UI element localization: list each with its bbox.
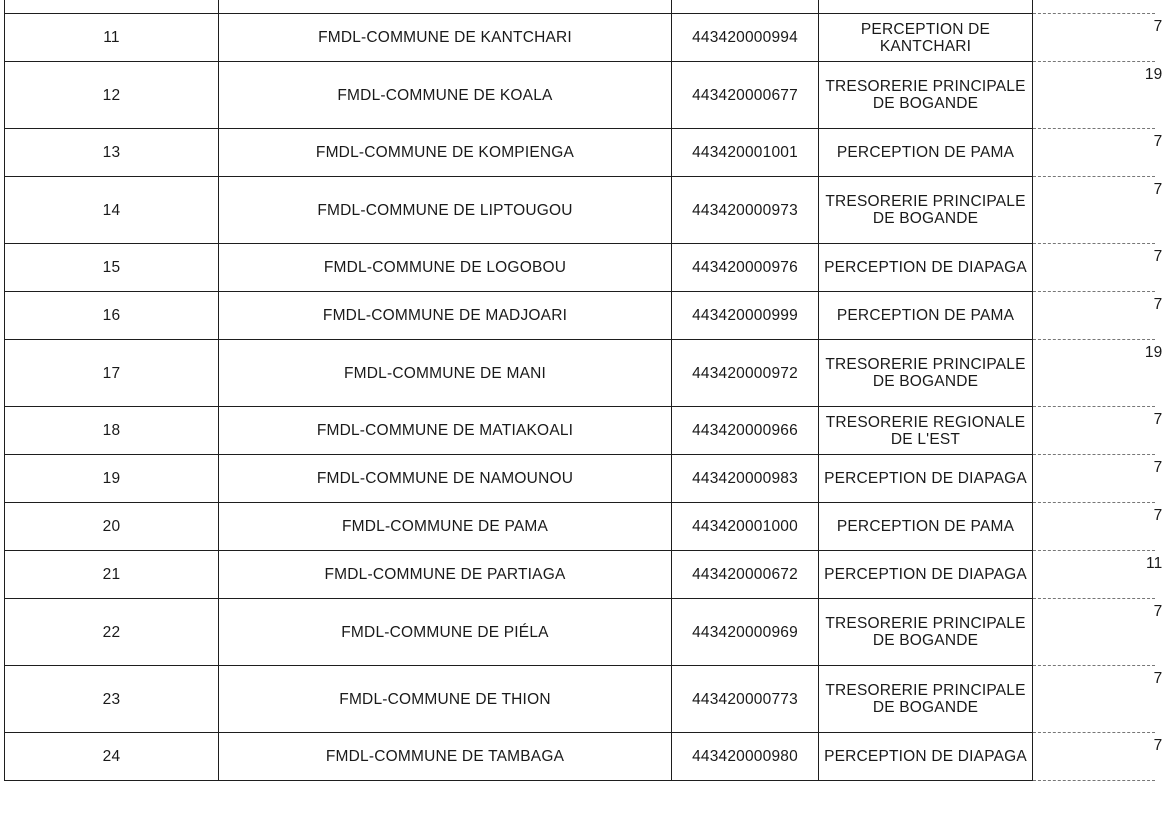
row-number: 21 (5, 551, 219, 599)
row-number: 12 (5, 62, 219, 129)
row-number: 17 (5, 340, 219, 407)
commune-name: FMDL-COMMUNE DE MANI (219, 340, 672, 407)
table-cell (5, 0, 219, 14)
row-value-text: 11 (1146, 555, 1163, 572)
row-value (1033, 62, 1163, 129)
perception-office: TRESORERIE PRINCIPALE DE BOGANDE (819, 599, 1033, 666)
table-cell (672, 0, 819, 14)
commune-name: FMDL-COMMUNE DE TAMBAGA (219, 733, 672, 781)
commune-name: FMDL-COMMUNE DE LOGOBOU (219, 244, 672, 292)
account-number: 443420000999 (672, 292, 819, 340)
row-number: 18 (5, 407, 219, 455)
row-value (1033, 733, 1163, 781)
perception-office: PERCEPTION DE PAMA (819, 292, 1033, 340)
perception-office: PERCEPTION DE DIAPAGA (819, 455, 1033, 503)
commune-name: FMDL-COMMUNE DE PARTIAGA (219, 551, 672, 599)
row-value (1033, 407, 1163, 455)
perception-office: TRESORERIE PRINCIPALE DE BOGANDE (819, 62, 1033, 129)
row-value-text: 7 (1153, 670, 1163, 687)
row-number: 22 (5, 599, 219, 666)
row-value (1033, 551, 1163, 599)
commune-name: FMDL-COMMUNE DE KANTCHARI (219, 14, 672, 62)
perception-office: PERCEPTION DE DIAPAGA (819, 733, 1033, 781)
perception-office: PERCEPTION DE PAMA (819, 129, 1033, 177)
table-cell (1033, 0, 1155, 14)
commune-name: FMDL-COMMUNE DE KOALA (219, 62, 672, 129)
row-value (1033, 599, 1163, 666)
account-number: 443420000972 (672, 340, 819, 407)
account-number: 443420000966 (672, 407, 819, 455)
row-value-text: 7 (1153, 18, 1163, 35)
account-number: 443420000677 (672, 62, 819, 129)
account-number: 443420001001 (672, 129, 819, 177)
commune-name: FMDL-COMMUNE DE PAMA (219, 503, 672, 551)
table-row (5, 14, 1155, 62)
account-number: 443420000980 (672, 733, 819, 781)
row-value-text: 7 (1153, 459, 1163, 476)
table-cell (219, 0, 672, 14)
row-value-text: 19 (1144, 344, 1163, 361)
commune-name: FMDL-COMMUNE DE MADJOARI (219, 292, 672, 340)
commune-name: FMDL-COMMUNE DE PIÉLA (219, 599, 672, 666)
account-number: 443420000969 (672, 599, 819, 666)
commune-name: FMDL-COMMUNE DE MATIAKOALI (219, 407, 672, 455)
row-number: 14 (5, 177, 219, 244)
table-row (5, 129, 1155, 177)
row-value-text: 7 (1153, 603, 1163, 620)
account-number: 443420000973 (672, 177, 819, 244)
table-row (5, 292, 1155, 340)
row-number: 16 (5, 292, 219, 340)
perception-office: TRESORERIE PRINCIPALE DE BOGANDE (819, 666, 1033, 733)
row-value (1033, 14, 1163, 62)
account-number: 443420000672 (672, 551, 819, 599)
row-value-text: 7 (1153, 737, 1163, 754)
row-value-text: 7 (1153, 296, 1163, 313)
row-value-text: 7 (1153, 411, 1163, 428)
table-body (5, 0, 1163, 781)
row-value-text: 19 (1144, 66, 1163, 83)
account-number: 443420000994 (672, 14, 819, 62)
perception-office: PERCEPTION DE PAMA (819, 503, 1033, 551)
perception-office: TRESORERIE PRINCIPALE DE BOGANDE (819, 177, 1033, 244)
perception-office: PERCEPTION DE DIAPAGA (819, 244, 1033, 292)
perception-office: PERCEPTION DE KANTCHARI (819, 14, 1033, 62)
perception-office: PERCEPTION DE DIAPAGA (819, 551, 1033, 599)
row-number: 23 (5, 666, 219, 733)
commune-name: FMDL-COMMUNE DE THION (219, 666, 672, 733)
row-number: 19 (5, 455, 219, 503)
row-value (1033, 455, 1163, 503)
row-number: 13 (5, 129, 219, 177)
table-row-partial (5, 0, 1155, 14)
row-value-text: 7 (1153, 507, 1163, 524)
row-number: 20 (5, 503, 219, 551)
commune-accounts-table (4, 0, 1163, 781)
account-number: 443420000976 (672, 244, 819, 292)
table-row (5, 62, 1155, 129)
perception-office: TRESORERIE REGIONALE DE L'EST (819, 407, 1033, 455)
row-value (1033, 129, 1163, 177)
account-number: 443420000773 (672, 666, 819, 733)
table-row (5, 503, 1155, 551)
row-value-text: 7 (1153, 133, 1163, 150)
commune-name: FMDL-COMMUNE DE NAMOUNOU (219, 455, 672, 503)
row-value-text: 7 (1153, 181, 1163, 198)
table-cell (819, 0, 1033, 14)
commune-name: FMDL-COMMUNE DE LIPTOUGOU (219, 177, 672, 244)
table-row (5, 244, 1155, 292)
perception-office: TRESORERIE PRINCIPALE DE BOGANDE (819, 340, 1033, 407)
row-number: 11 (5, 14, 219, 62)
row-value (1033, 340, 1163, 407)
table-row (5, 177, 1155, 244)
table-row (5, 551, 1155, 599)
table-row (5, 455, 1155, 503)
row-value (1033, 244, 1163, 292)
table-row (5, 599, 1155, 666)
row-value (1033, 666, 1163, 733)
table-row (5, 407, 1155, 455)
row-value-text: 7 (1153, 248, 1163, 265)
account-number: 443420000983 (672, 455, 819, 503)
table-row (5, 666, 1155, 733)
commune-name: FMDL-COMMUNE DE KOMPIENGA (219, 129, 672, 177)
account-number: 443420001000 (672, 503, 819, 551)
row-number: 15 (5, 244, 219, 292)
table-row (5, 733, 1155, 781)
row-value (1033, 177, 1163, 244)
row-value (1033, 503, 1163, 551)
row-number: 24 (5, 733, 219, 781)
table-row (5, 340, 1155, 407)
row-value (1033, 292, 1163, 340)
